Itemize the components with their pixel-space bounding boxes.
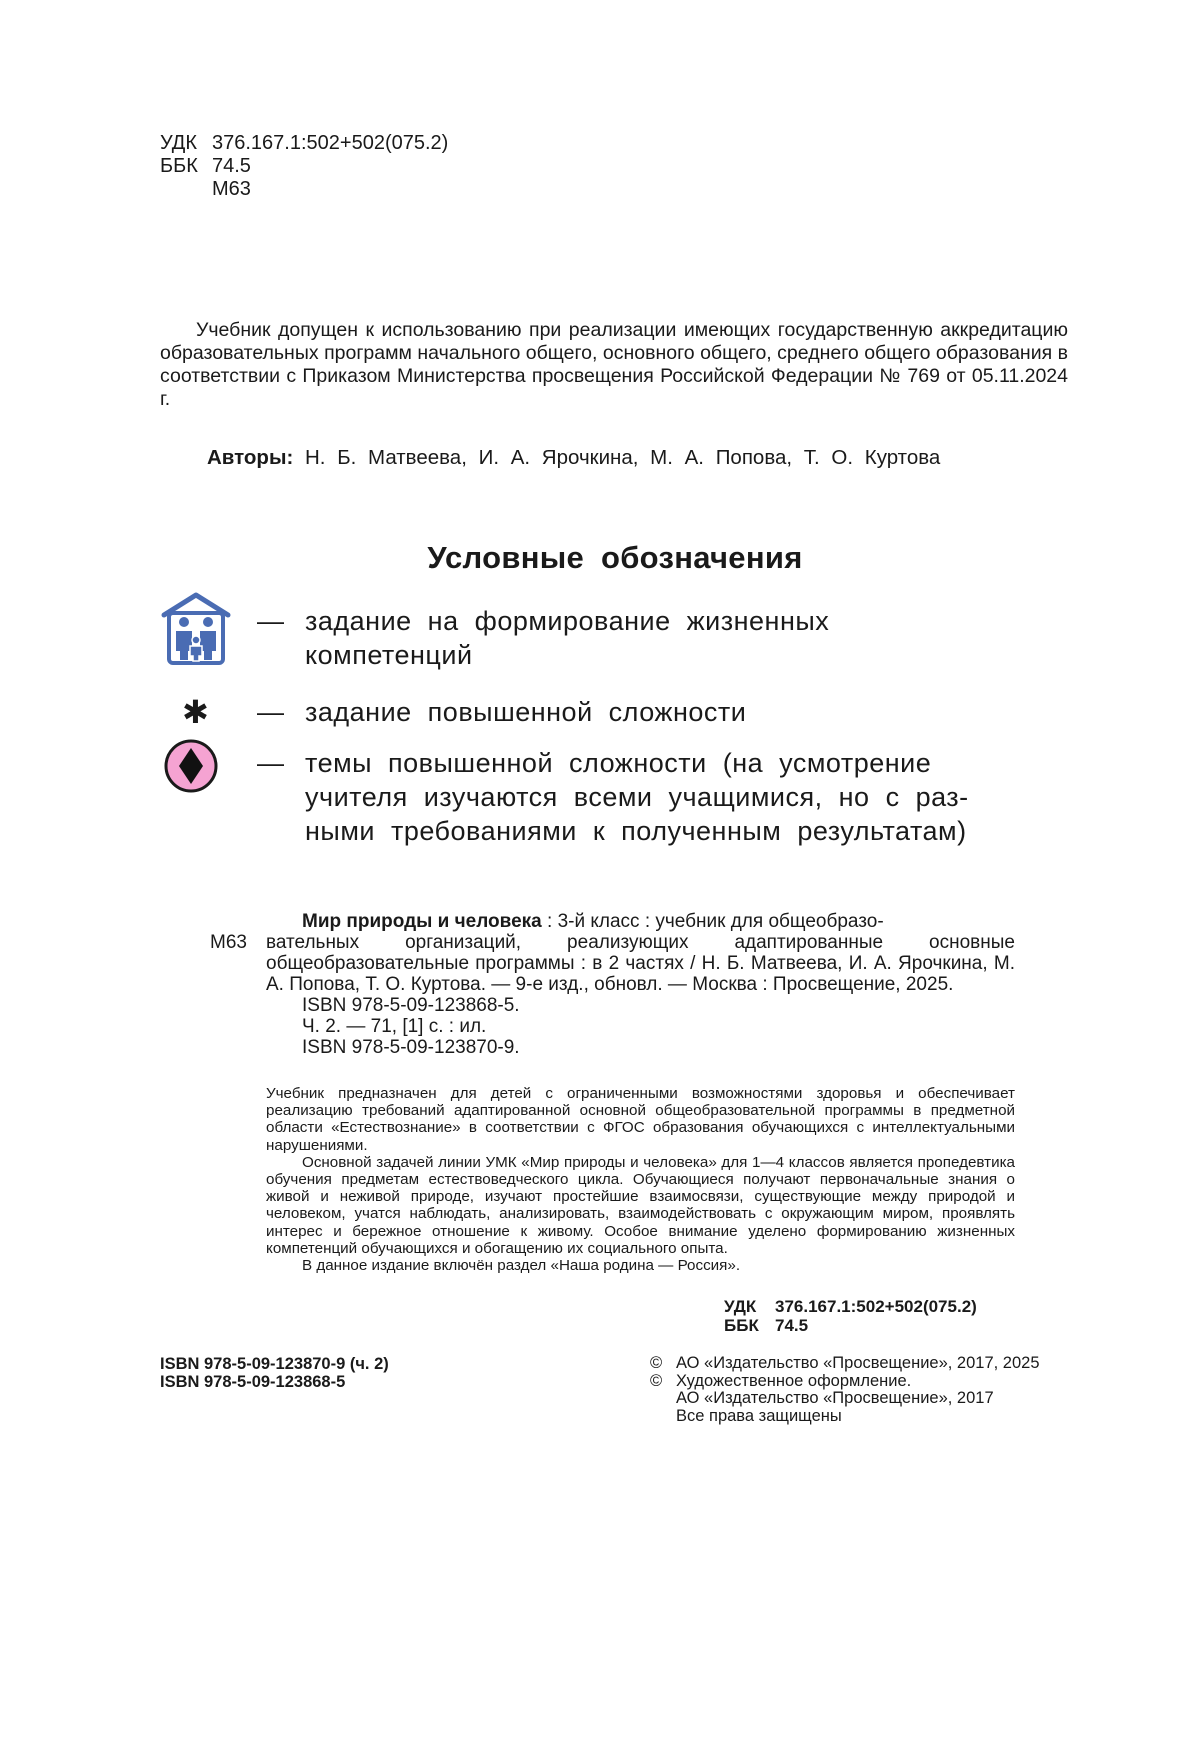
annotation-paragraph: В данное издание включён раздел «Наша родина — Россия». xyxy=(302,1257,741,1275)
catalog-code: М63 xyxy=(210,932,247,953)
copyright-line: АО «Издательство «Просвещение», 2017 xyxy=(676,1389,994,1407)
copyright-line: Все права защищены xyxy=(676,1406,842,1425)
author-mark: М63 xyxy=(212,178,251,200)
bottom-codes xyxy=(724,1297,977,1335)
asterisk-icon: ✱ xyxy=(182,694,210,730)
udk-value: 376.167.1:502+502(075.2) xyxy=(775,1297,977,1316)
legend-text-line: ными требованиями к полученным результатам) xyxy=(305,816,967,846)
bbk-value: 74.5 xyxy=(212,155,251,177)
catalog-title-rest: : 3-й класс : учебник для общеобразо- xyxy=(541,911,884,932)
legend-text-line: учителя изучаются всеми учащимися, но с раз- xyxy=(305,782,969,812)
copyright-block xyxy=(650,1355,1070,1425)
legend-dash: — xyxy=(257,697,285,727)
isbn-line: ISBN 978-5-09-123868-5 xyxy=(160,1373,346,1391)
copyright-symbol: © xyxy=(650,1371,663,1390)
copyright-symbol: © xyxy=(650,1354,663,1372)
legend-dash: — xyxy=(257,606,285,636)
authors-label: Авторы: xyxy=(207,446,294,469)
catalog-card xyxy=(210,911,1015,1058)
catalog-part: Ч. 2. — 71, [1] с. : ил. xyxy=(302,1016,487,1037)
bbk-label: ББК xyxy=(724,1316,759,1335)
legend-text xyxy=(305,746,1060,848)
family-house-icon xyxy=(160,591,232,675)
legend-item-advanced-topics xyxy=(160,746,1060,856)
legend-item-higher-difficulty-task xyxy=(160,695,1060,731)
legend-title: Условные обозначения xyxy=(427,540,803,575)
catalog-description: вательных организаций, реализующих адаптированные основные общеобразовательные программы : в 2 частях / Н. Б. Матвеева, И. А. Ярочкина, М. А. Попова, Т. О. Куртова. — 9-е изд., обновл. — Москва : Просвещение, 2025. xyxy=(266,932,1015,995)
bbk-label: ББК xyxy=(160,155,198,177)
catalog-isbn-set: ISBN 978-5-09-123868-5. xyxy=(302,995,520,1016)
legend-text-line: компетенций xyxy=(305,640,473,670)
copyright-line: АО «Издательство «Просвещение», 2017, 2025 xyxy=(676,1354,1040,1372)
bibliographic-codes xyxy=(160,132,448,201)
catalog-title-line xyxy=(210,911,1015,932)
annotation-paragraph: Основной задачей линии УМК «Мир природы и человека» для 1—4 классов является пропедевтика обучения предметам естествоведческого цикла. Обучающиеся получают первоначальные знания о живой и неживой природе, изучают простейшие взаимосвязи, существующие между природой и человеком, учатся наблюдать, анализировать, взаимодействовать с окружающим миром, проявлять интерес и бережное отношение к живому. Особое внимание уделено формированию жизненных компетенций обучающихся и обогащению их социального опыта. xyxy=(266,1153,1015,1257)
isbn-line: ISBN 978-5-09-123870-9 (ч. 2) xyxy=(160,1355,389,1373)
authors-line xyxy=(207,446,1022,470)
legend-text: задание повышенной сложности xyxy=(305,697,747,727)
legend-text-line: темы повышенной сложности (на усмотрение xyxy=(305,748,932,778)
udk-label: УДК xyxy=(724,1297,757,1316)
book-title: Мир природы и человека xyxy=(302,911,542,932)
copyright-line: Художественное оформление. xyxy=(676,1371,912,1390)
legend-text xyxy=(305,604,1060,672)
catalog-isbn-part: ISBN 978-5-09-123870-9. xyxy=(302,1037,520,1058)
authors-names: Н. Б. Матвеева, И. А. Ярочкина, М. А. Попова, Т. О. Куртова xyxy=(305,446,941,469)
bbk-value: 74.5 xyxy=(775,1316,809,1335)
legend-text-line: задание на формирование жизненных xyxy=(305,606,830,636)
udk-label: УДК xyxy=(160,132,198,154)
legend-item-life-competence xyxy=(160,604,1060,680)
udk-value: 376.167.1:502+502(075.2) xyxy=(212,132,449,154)
legend-dash: — xyxy=(257,748,285,778)
isbn-block xyxy=(160,1355,389,1391)
approval-statement: Учебник допущен к использованию при реализации имеющих государственную аккредитацию образовательных программ начального общего, основного общего, среднего общего образования в соответствии с Приказом Министерства просвещения Российской Федерации № 769 от 05.11.2024 г. xyxy=(160,319,1068,410)
annotation xyxy=(266,1085,1015,1274)
diamond-circle-icon xyxy=(163,738,219,802)
annotation-paragraph: Учебник предназначен для детей с ограниченными возможностями здоровья и обеспечивает реализацию требований адаптированной основной общеобразовательной программы в предметной области «Естествознание» в соответствии с ФГОС образования обучающихся с интеллектуальными нарушениями. xyxy=(266,1085,1015,1154)
